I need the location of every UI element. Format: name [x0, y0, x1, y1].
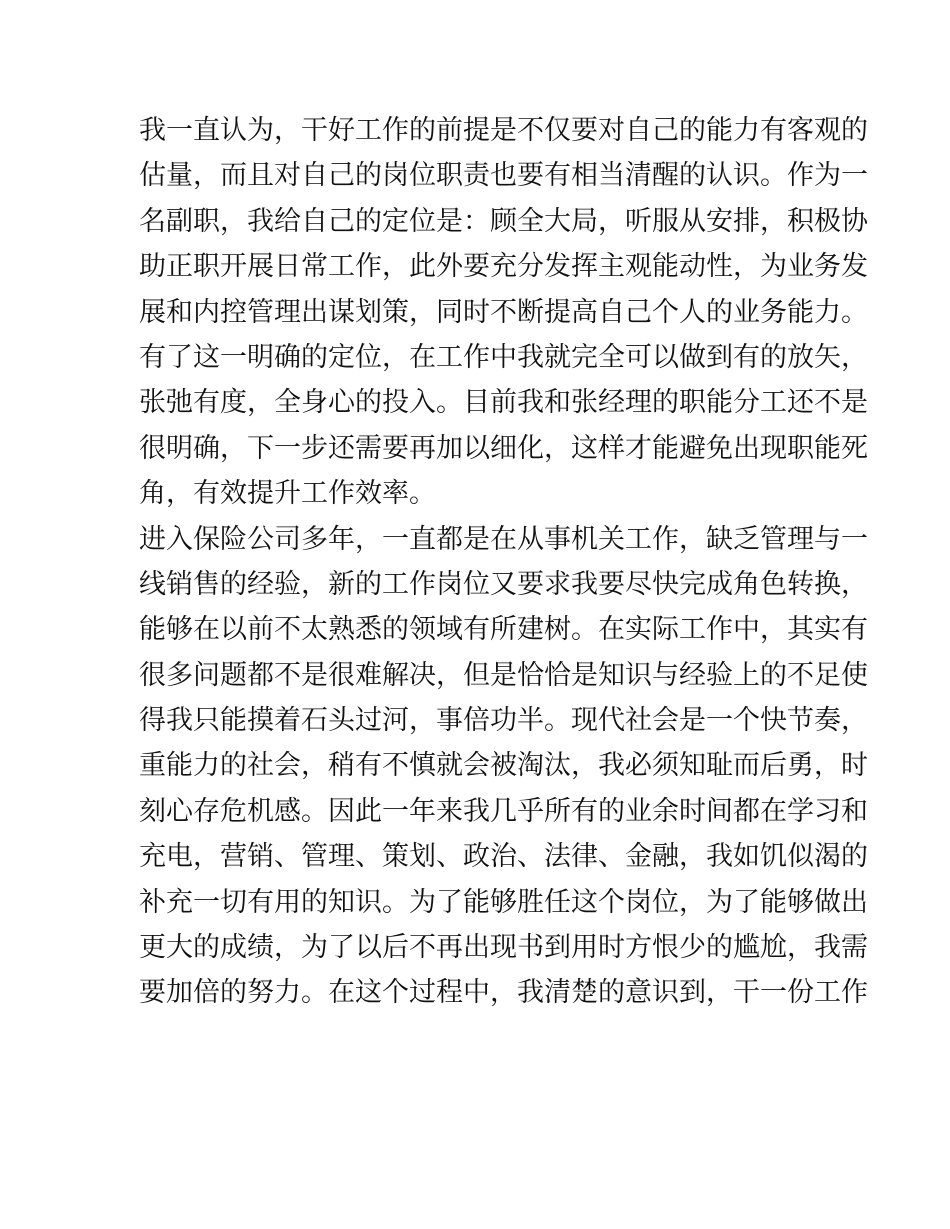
- text-line: 刻心存危机感。因此一年来我几乎所有的业余时间都在学习和: [139, 795, 868, 827]
- text-line: 补充一切有用的知识。为了能够胜任这个岗位，为了能够做出: [139, 886, 868, 918]
- text-line: 名副职，我给自己的定位是：顾全大局，听服从安排，积极协: [139, 205, 868, 237]
- paragraph-role-positioning: [139, 108, 868, 517]
- text-line: 我一直认为，干好工作的前提是不仅要对自己的能力有客观的: [139, 115, 868, 146]
- text-line: 角，有效提升工作效率。: [139, 478, 436, 510]
- text-line: 要加倍的努力。在这个过程中，我清楚的意识到，干一份工作: [139, 977, 868, 1009]
- paragraph-learning: [139, 517, 868, 1016]
- text-line: 很明确，下一步还需要再加以细化，这样才能避免出现职能死: [139, 432, 868, 464]
- text-line: 有了这一明确的定位，在工作中我就完全可以做到有的放矢，: [139, 341, 868, 373]
- text-line: 很多问题都不是很难解决，但是恰恰是知识与经验上的不足使: [139, 659, 868, 691]
- text-line: 充电，营销、管理、策划、政治、法律、金融，我如饥似渴的: [139, 841, 868, 873]
- text-line: 张弛有度，全身心的投入。目前我和张经理的职能分工还不是: [139, 387, 868, 419]
- text-line: 更大的成绩，为了以后不再出现书到用时方恨少的尴尬，我需: [139, 932, 868, 964]
- document-body: [139, 108, 868, 1016]
- text-line: 线销售的经验，新的工作岗位又要求我要尽快完成角色转换，: [139, 568, 868, 600]
- text-line: 重能力的社会，稍有不慎就会被淘汰，我必须知耻而后勇，时: [139, 750, 868, 782]
- text-line: 助正职开展日常工作，此外要充分发挥主观能动性，为业务发: [139, 251, 868, 283]
- text-line: 估量，而且对自己的岗位职责也要有相当清醒的认识。作为一: [139, 160, 868, 192]
- text-line: 得我只能摸着石头过河，事倍功半。现代社会是一个快节奏，: [139, 705, 868, 737]
- text-line: 进入保险公司多年，一直都是在从事机关工作，缺乏管理与一: [139, 523, 868, 555]
- text-line: 能够在以前不太熟悉的领域有所建树。在实际工作中，其实有: [139, 614, 868, 646]
- text-line: 展和内控管理出谋划策，同时不断提高自己个人的业务能力。: [139, 296, 868, 328]
